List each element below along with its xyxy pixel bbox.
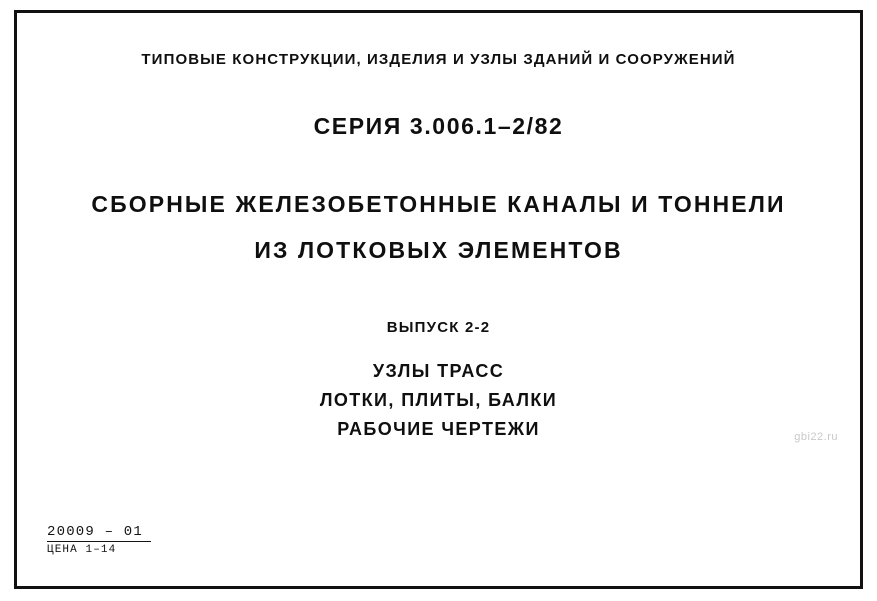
watermark-text: gbi22.ru	[794, 431, 838, 443]
page-title-line-2: ИЗ ЛОТКОВЫХ ЭЛЕМЕНТОВ	[254, 237, 623, 263]
sheet-border-frame	[14, 10, 863, 589]
title-block	[17, 13, 860, 586]
section-line-1: УЗЛЫ ТРАСС	[372, 361, 505, 381]
document-header-line: ТИПОВЫЕ КОНСТРУКЦИИ, ИЗДЕЛИЯ И УЗЛЫ ЗДАНИЙ И СООРУЖЕНИЙ	[141, 51, 736, 68]
stamp-block	[47, 524, 177, 556]
stamp-divider	[47, 541, 151, 542]
issue-number: ВЫПУСК 2-2	[386, 319, 491, 336]
page-title-line-1: СБОРНЫЕ ЖЕЛЕЗОБЕТОННЫЕ КАНАЛЫ И ТОННЕЛИ	[91, 191, 786, 217]
section-line-3: РАБОЧИЕ ЧЕРТЕЖИ	[337, 419, 540, 439]
series-number: СЕРИЯ 3.006.1–2/82	[313, 113, 564, 139]
stamp-price: ЦЕНА 1–14	[47, 544, 117, 556]
stamp-code: 20009 – 01	[47, 524, 144, 540]
section-line-2: ЛОТКИ, ПЛИТЫ, БАЛКИ	[319, 390, 558, 410]
